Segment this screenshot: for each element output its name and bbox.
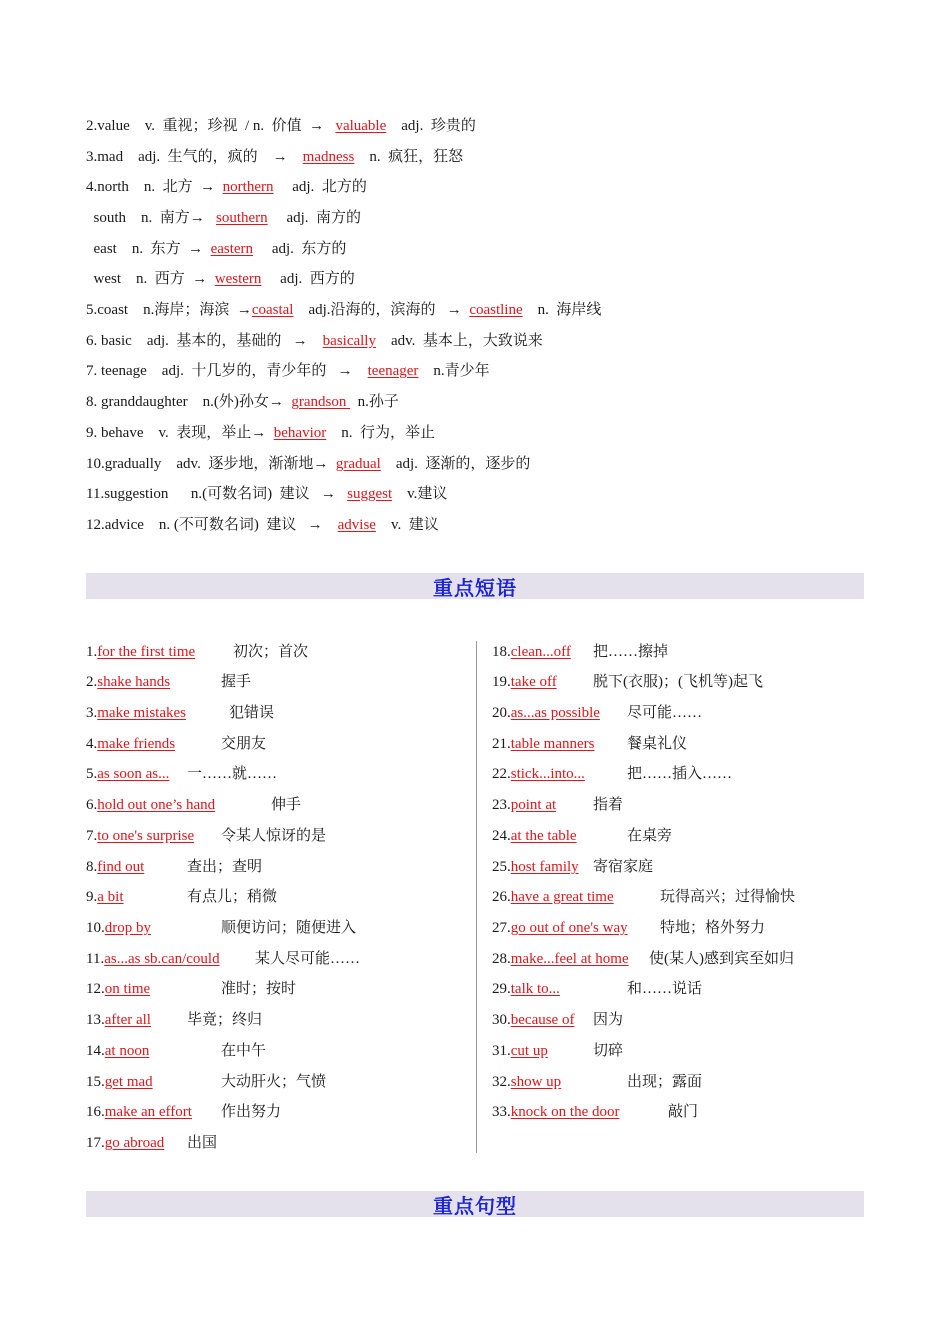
word-form-line: 4.north n. 北方 → northern adj. 北方的: [86, 179, 367, 195]
phrase-item: 5.as soon as... 一……就……: [86, 766, 278, 782]
phrase-item: 14.at noon 在中午: [86, 1043, 267, 1059]
phrase-item: 29.talk to... 和……说话: [492, 981, 703, 997]
phrase-item: 6.hold out one’s hand 伸手: [86, 797, 302, 813]
phrase-item: 15.get mad 大动肝火；气愤: [86, 1074, 327, 1090]
answer-text: grandson: [291, 394, 351, 410]
phrase-answer: make...feel at home: [510, 951, 629, 967]
phrase-answer: clean...off: [510, 644, 571, 660]
phrase-item: 1.for the first time 初次；首次: [86, 644, 309, 660]
answer-text: madness: [302, 149, 355, 165]
phrase-answer: go out of one's way: [510, 920, 628, 936]
phrase-item: 11.as...as sb.can/could 某人尽可能……: [86, 951, 361, 967]
phrase-item: 2.shake hands 握手: [86, 674, 252, 690]
word-form-line: west n. 西方 → western adj. 西方的: [86, 271, 355, 287]
answer-text: suggest: [347, 486, 393, 502]
phrase-item: 10.drop by 顺便访问；随便进入: [86, 920, 357, 936]
phrase-answer: as...as sb.can/could: [104, 951, 220, 967]
phrase-answer: go abroad: [104, 1135, 165, 1151]
answer-text: behavior: [273, 425, 327, 441]
phrase-item: 28.make...feel at home 使(某人)感到宾至如归: [492, 951, 794, 967]
phrase-item: 25.host family 寄宿家庭: [492, 859, 654, 875]
answer-text: northern: [222, 179, 274, 195]
answer-text: western: [214, 271, 262, 287]
phrase-item: 22.stick...into... 把……插入……: [492, 766, 733, 782]
phrase-answer: hold out one’s hand: [97, 797, 216, 813]
phrase-answer: point at: [510, 797, 557, 813]
answer-text: southern: [216, 210, 268, 226]
phrase-answer: have a great time: [510, 889, 614, 905]
phrase-item: 13.after all 毕竟；终归: [86, 1012, 263, 1028]
phrase-item: 7.to one's surprise 令某人惊讶的是: [86, 828, 327, 844]
phrase-item: 8.find out 查出；查明: [86, 859, 263, 875]
word-form-line: 5.coast n.海岸；海滨 →coastal adj.沿海的，滨海的 → coastline n. 海岸线: [86, 302, 602, 318]
phrase-item: 24.at the table 在桌旁: [492, 828, 673, 844]
answer-text: coastal: [251, 302, 294, 318]
phrase-answer: host family: [510, 859, 579, 875]
word-form-line: 7. teenage adj. 十几岁的，青少年的 → teenager n.青少年: [86, 363, 490, 379]
phrase-item: 32.show up 出现；露面: [492, 1074, 703, 1090]
answer-text: gradual: [335, 456, 381, 472]
phrase-answer: after all: [104, 1012, 151, 1028]
section-title: 重点句型: [433, 1193, 517, 1218]
word-form-line: south n. 南方→ southern adj. 南方的: [86, 210, 362, 226]
word-form-line: 8. granddaughter n.(外)孙女→ grandson n.孙子: [86, 394, 399, 410]
phrase-answer: cut up: [510, 1043, 548, 1059]
word-form-line: 9. behave v. 表现，举止→ behavior n. 行为，举止: [86, 425, 435, 441]
word-form-line: 6. basic adj. 基本的，基础的 → basically adv. 基本上，大致说来: [86, 333, 543, 349]
phrase-answer: get mad: [104, 1074, 153, 1090]
phrase-answer: table manners: [510, 736, 595, 752]
phrase-item: 20.as...as possible 尽可能……: [492, 705, 703, 721]
phrase-item: 4.make friends 交朋友: [86, 736, 267, 752]
phrase-item: 19.take off 脱下(衣服)；(飞机等)起飞: [492, 674, 763, 690]
phrase-item: 27.go out of one's way 特地；格外努力: [492, 920, 766, 936]
answer-text: valuable: [335, 118, 387, 134]
phrase-answer: make an effort: [104, 1104, 192, 1120]
phrase-answer: shake hands: [97, 674, 171, 690]
word-form-line: 10.gradually adv. 逐步地，渐渐地→ gradual adj. 逐渐的，逐步的: [86, 456, 531, 472]
phrase-answer: drop by: [104, 920, 151, 936]
answer-text: advise: [337, 517, 376, 533]
phrase-item: 12.on time 准时；按时: [86, 981, 297, 997]
phrase-answer: as...as possible: [510, 705, 600, 721]
word-form-line: 12.advice n. (不可数名词) 建议 → advise v. 建议: [86, 517, 439, 533]
word-form-line: 3.mad adj. 生气的，疯的 → madness n. 疯狂，狂怒: [86, 149, 464, 165]
phrase-answer: show up: [510, 1074, 562, 1090]
phrase-item: 16.make an effort 作出努力: [86, 1104, 282, 1120]
phrase-answer: knock on the door: [510, 1104, 620, 1120]
phrase-item: 31.cut up 切碎: [492, 1043, 624, 1059]
phrase-answer: make friends: [97, 736, 176, 752]
phrase-answer: as soon as...: [97, 766, 170, 782]
phrase-item: 18.clean...off 把……擦掉: [492, 644, 669, 660]
word-form-line: 11.suggestion n.(可数名词) 建议 → suggest v.建议: [86, 486, 448, 502]
answer-text: eastern: [210, 241, 254, 257]
phrase-item: 26.have a great time 玩得高兴；过得愉快: [492, 889, 796, 905]
phrase-answer: on time: [104, 981, 151, 997]
phrase-answer: because of: [510, 1012, 575, 1028]
phrase-answer: at the table: [510, 828, 577, 844]
answer-text: basically: [322, 333, 376, 349]
phrase-item: 9.a bit 有点儿；稍微: [86, 889, 278, 905]
phrase-answer: take off: [510, 674, 557, 690]
phrase-item: 17.go abroad 出国: [86, 1135, 218, 1151]
phrase-answer: for the first time: [97, 644, 196, 660]
column-divider: [476, 641, 477, 1153]
phrase-answer: find out: [97, 859, 145, 875]
phrase-item: 21.table manners 餐桌礼仪: [492, 736, 688, 752]
phrase-answer: a bit: [97, 889, 124, 905]
phrase-item: 33.knock on the door 敲门: [492, 1104, 699, 1120]
section-header-phrases: [86, 573, 864, 599]
section-header-sentences: [86, 1191, 864, 1217]
answer-text: coastline: [469, 302, 523, 318]
phrase-item: 3.make mistakes 犯错误: [86, 705, 275, 721]
word-form-line: east n. 东方 → eastern adj. 东方的: [86, 241, 347, 257]
section-title: 重点短语: [433, 575, 517, 600]
word-form-line: 2.value v. 重视；珍视 / n. 价值 → valuable adj. 珍贵的: [86, 118, 476, 134]
answer-text: teenager: [367, 363, 419, 379]
phrase-answer: at noon: [104, 1043, 150, 1059]
phrase-answer: to one's surprise: [97, 828, 195, 844]
phrase-item: 23.point at 指着: [492, 797, 624, 813]
phrase-answer: make mistakes: [97, 705, 186, 721]
phrase-answer: talk to...: [510, 981, 560, 997]
phrase-answer: stick...into...: [510, 766, 585, 782]
phrase-item: 30.because of 因为: [492, 1012, 624, 1028]
